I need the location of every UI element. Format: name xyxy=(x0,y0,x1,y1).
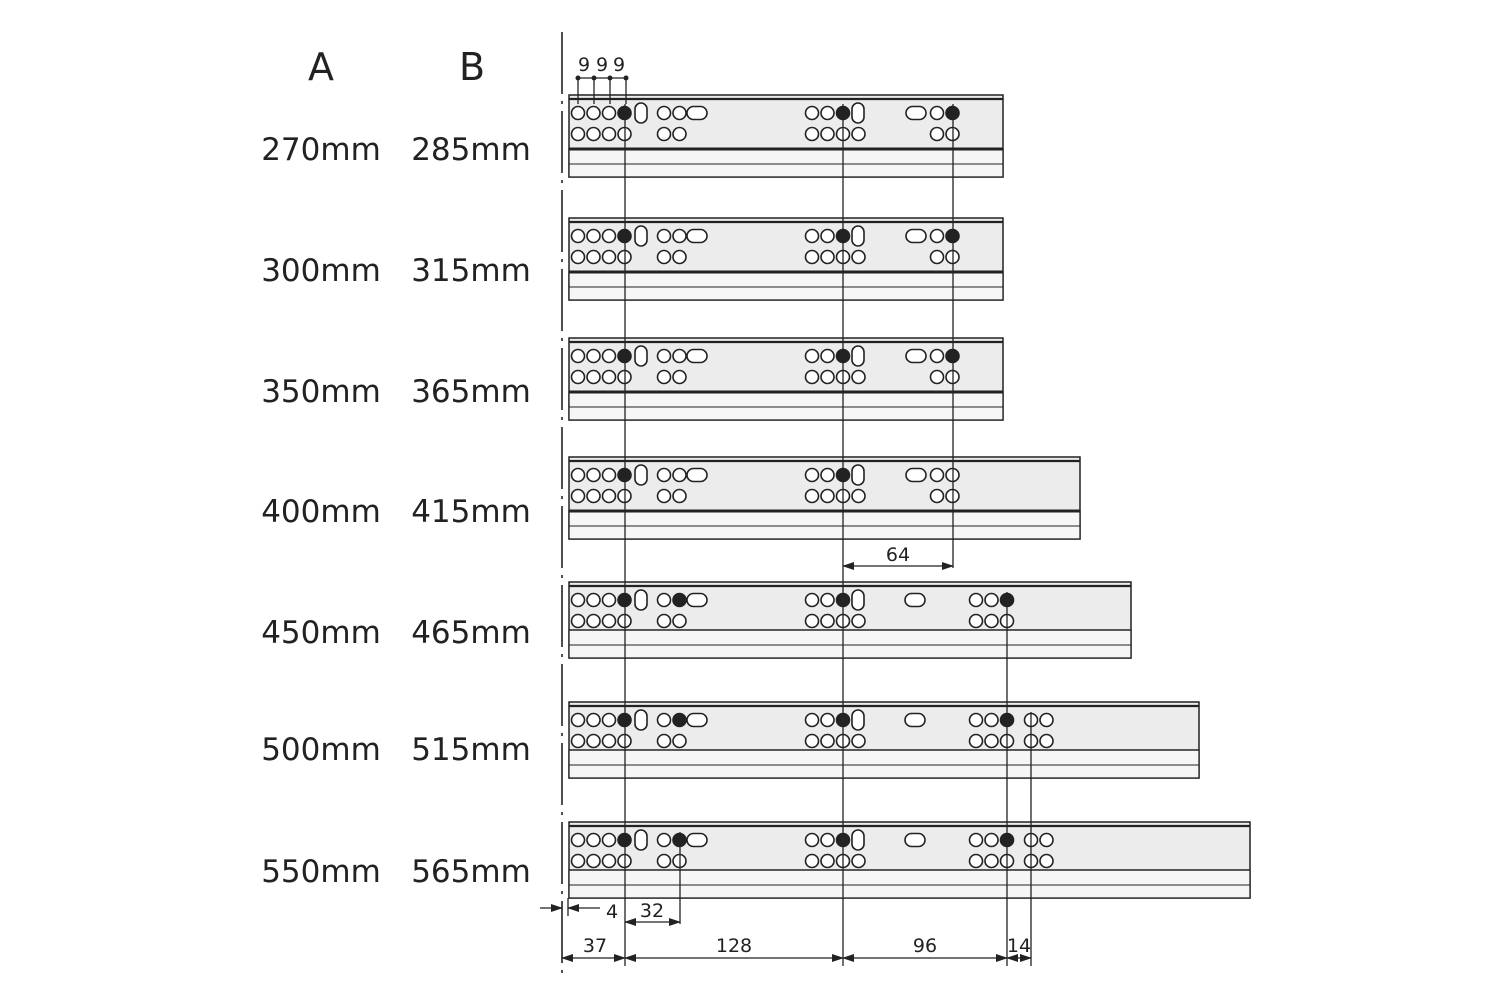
column-header-b: B xyxy=(458,45,486,89)
dimension-4 xyxy=(540,898,618,923)
rail-1 xyxy=(569,95,1003,177)
rail-4-length-b: 415mm xyxy=(411,494,531,530)
rail-1-length-b: 285mm xyxy=(411,132,531,168)
rail-2-length-b: 315mm xyxy=(411,253,531,289)
rail-6-length-b: 515mm xyxy=(411,732,531,768)
rail-4 xyxy=(569,457,1080,539)
dim-pitch-1: 9 xyxy=(577,54,591,76)
rail-5 xyxy=(569,582,1131,658)
rail-5-length-a: 450mm xyxy=(261,615,381,651)
rail-2-length-a: 300mm xyxy=(261,253,381,289)
rail-7 xyxy=(569,822,1250,898)
rail-2 xyxy=(569,218,1003,300)
rail-3-length-b: 365mm xyxy=(411,374,531,410)
rail-6 xyxy=(569,702,1199,778)
dimension-64 xyxy=(843,544,953,566)
dim-64-label: 64 xyxy=(885,544,911,566)
dim-pitch-2: 9 xyxy=(595,54,609,76)
size-labels xyxy=(261,132,531,890)
rail-5-length-b: 465mm xyxy=(411,615,531,651)
dim-37-label: 37 xyxy=(582,935,608,957)
rail-7-length-a: 550mm xyxy=(261,854,381,890)
rail-drawings xyxy=(569,95,1250,898)
dim-4-label: 4 xyxy=(605,901,619,923)
column-header-a: A xyxy=(308,45,334,89)
rail-7-length-b: 565mm xyxy=(411,854,531,890)
rail-3-length-a: 350mm xyxy=(261,374,381,410)
rail-6-length-a: 500mm xyxy=(261,732,381,768)
rail-1-length-a: 270mm xyxy=(261,132,381,168)
dim-32-label: 32 xyxy=(639,900,665,922)
bottom-chain-dimensions xyxy=(562,935,1031,958)
dimension-32 xyxy=(625,900,680,922)
dim-pitch-3: 9 xyxy=(612,54,626,76)
rail-4-length-a: 400mm xyxy=(261,494,381,530)
dim-14-label: 14 xyxy=(1006,935,1032,957)
rail-3 xyxy=(569,338,1003,420)
dim-96-label: 96 xyxy=(912,935,938,957)
dim-128-label: 128 xyxy=(715,935,753,957)
